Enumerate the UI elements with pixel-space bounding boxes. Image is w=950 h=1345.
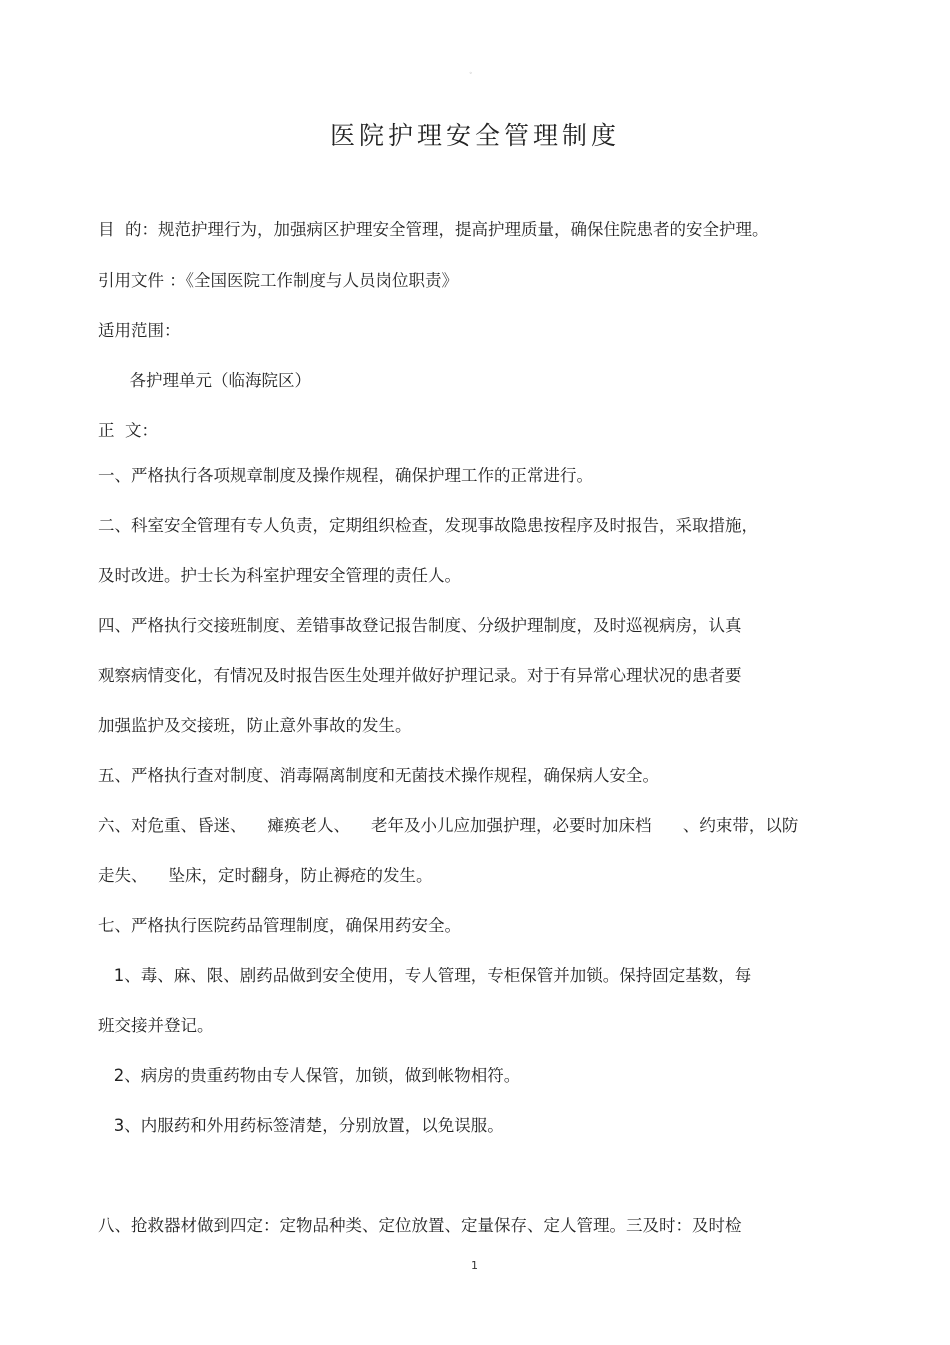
page-number: 1 [471,1259,478,1272]
list-item: 2、病房的贵重药物由专人保管，加锁，做到帐物相符。 [98,1066,521,1085]
paragraph-line: 加强监护及交接班，防止意外事故的发生。 [98,716,412,735]
paragraph-line: 八、抢救器材做到四定：定物品种类、定位放置、定量保存、定人管理。三及时：及时检 [98,1216,742,1235]
paragraph-line: 观察病情变化，有情况及时报告医生处理并做好护理记录。对于有异常心理状况的患者要 [98,666,742,685]
paragraph-line: 四、严格执行交接班制度、差错事故登记报告制度、分级护理制度，及时巡视病房，认真 [98,616,742,635]
paragraph-line: 六、对危重、昏迷、 瘫痪老人、 老年及小儿应加强护理，必要时加床档 、约束带，以防 [98,816,799,835]
scope-content: 各护理单元（临海院区） [98,371,311,390]
paragraph-line: 一、严格执行各项规章制度及操作规程，确保护理工作的正常进行。 [98,466,593,485]
list-item: 1、毒、麻、限、剧药品做到安全使用，专人管理，专柜保管并加锁。保持固定基数，每 [98,966,752,985]
paragraph-line: 二、科室安全管理有专人负责，定期组织检查，发现事故隐患按程序及时报告，采取措施， [98,516,758,535]
list-item-continuation: 班交接并登记。 [98,1016,214,1035]
reference-line: 引用文件 ：《全国医院工作制度与人员岗位职责》 [98,271,458,290]
paragraph-line: 五、严格执行查对制度、消毒隔离制度和无菌技术操作规程，确保病人安全。 [98,766,659,785]
body-heading: 正 文： [98,421,158,440]
paragraph-line: 及时改进。护士长为科室护理安全管理的责任人。 [98,566,461,585]
header-mark: ◦ [469,70,473,77]
scope-heading: 适用范围： [98,321,181,340]
paragraph-line: 七、严格执行医院药品管理制度，确保用药安全。 [98,916,461,935]
purpose-line: 目 的：规范护理行为，加强病区护理安全管理，提高护理质量，确保住院患者的安全护理。 [98,220,769,239]
list-item: 3、内服药和外用药标签清楚，分别放置，以免误服。 [98,1116,504,1135]
document-title: 医院护理安全管理制度 [329,121,620,150]
paragraph-line: 走失、 坠床，定时翻身，防止褥疮的发生。 [98,866,433,885]
